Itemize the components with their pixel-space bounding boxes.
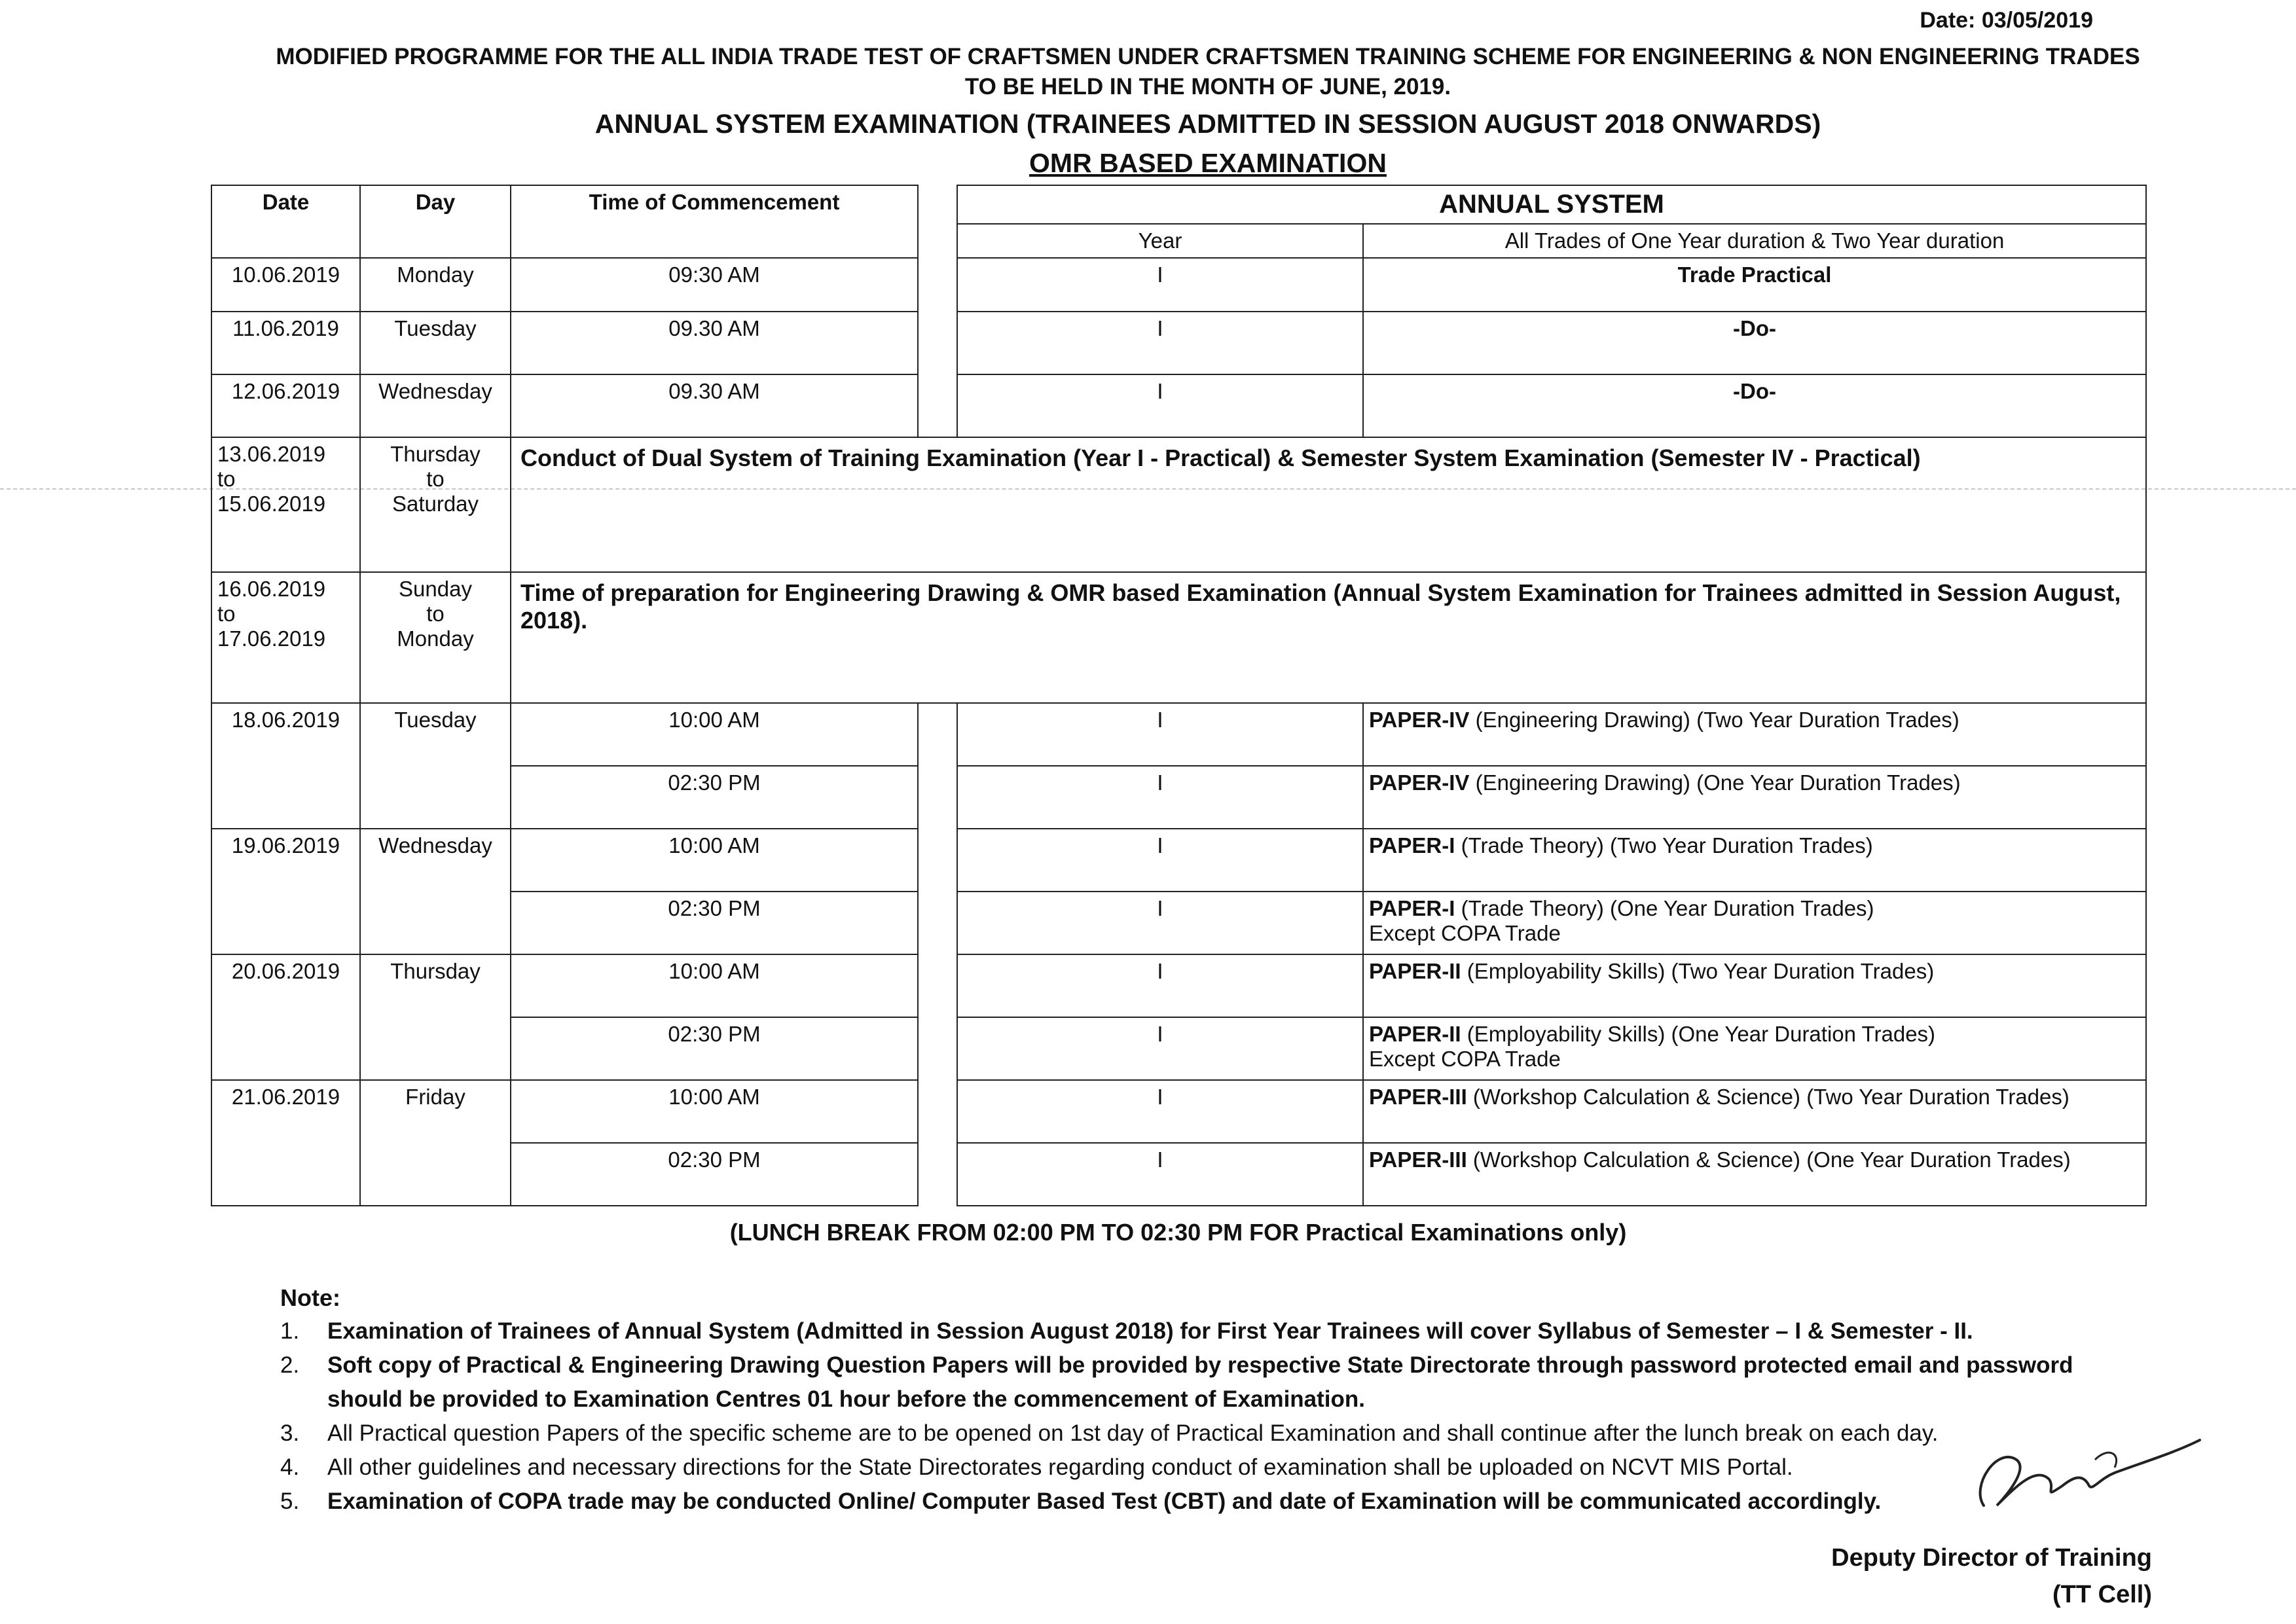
document-title-line2: TO BE HELD IN THE MONTH OF JUNE, 2019. <box>964 74 1451 99</box>
row-year: I <box>957 374 1363 437</box>
row-date: 11.06.2019 <box>211 312 360 374</box>
header-day: Day <box>360 185 511 258</box>
row-subject: -Do- <box>1363 312 2146 374</box>
row-time: 10:00 AM <box>511 1080 918 1143</box>
row-time: 09.30 AM <box>511 312 918 374</box>
notes-heading: Note: <box>280 1284 340 1311</box>
row-time: 02:30 PM <box>511 1017 918 1080</box>
header-annual-system: ANNUAL SYSTEM <box>957 185 2146 224</box>
signatory-cell: (TT Cell) <box>2052 1581 2152 1608</box>
note-text: Examination of Trainees of Annual System (Admitted in Session August 2018) for First Year Trainees will cover Syllabus of Semester – I & Semester - II. <box>327 1318 1973 1344</box>
signatory-title: Deputy Director of Training <box>1831 1544 2152 1572</box>
note-text: Examination of COPA trade may be conducted Online/ Computer Based Test (CBT) and date of Examination will be communicated accordingly. <box>327 1489 1882 1514</box>
note-number: 1. <box>280 1318 300 1344</box>
table-row <box>211 374 2146 437</box>
table-span-row <box>211 572 2146 703</box>
row-year: I <box>957 954 1363 1017</box>
row-year: I <box>957 829 1363 892</box>
table-row <box>211 258 2146 312</box>
row-paper: PAPER-I (Trade Theory) (One Year Duration Trades) Except COPA Trade <box>1363 892 2146 954</box>
row-paper: PAPER-III (Workshop Calculation & Science) (One Year Duration Trades) <box>1363 1143 2146 1206</box>
notes-list <box>280 1314 2087 1519</box>
row-year: I <box>957 1080 1363 1143</box>
header-year: Year <box>957 224 1363 258</box>
note-text: All Practical question Papers of the specific scheme are to be opened on 1st day of Practical Examination and shall continue after the lunch break on each day. <box>327 1420 1939 1446</box>
row-year: I <box>957 1143 1363 1206</box>
exam-schedule-table <box>211 185 2147 1206</box>
row-date: 18.06.2019 <box>211 703 360 829</box>
table-row <box>211 829 2146 892</box>
row-time: 09.30 AM <box>511 374 918 437</box>
header-time: Time of Commencement <box>511 185 918 258</box>
row-paper: PAPER-II (Employability Skills) (One Year Duration Trades) Except COPA Trade <box>1363 1017 2146 1080</box>
row-time: 09:30 AM <box>511 258 918 312</box>
lunch-break-note: (LUNCH BREAK FROM 02:00 PM TO 02:30 PM FOR Practical Examinations only) <box>729 1219 1627 1246</box>
span-date-range: 13.06.2019 to 15.06.2019 <box>211 437 360 572</box>
row-paper: PAPER-II (Employability Skills) (Two Year Duration Trades) <box>1363 954 2146 1017</box>
header-date: Date <box>211 185 360 258</box>
row-time: 10:00 AM <box>511 829 918 892</box>
row-day: Tuesday <box>360 312 511 374</box>
row-date: 19.06.2019 <box>211 829 360 954</box>
note-item <box>280 1348 2087 1416</box>
table-row <box>211 312 2146 374</box>
note-item <box>280 1485 2087 1519</box>
span-day-range: Thursday to Saturday <box>360 437 511 572</box>
table-span-row <box>211 437 2146 572</box>
document-date: Date: 03/05/2019 <box>1920 8 2093 33</box>
note-number: 2. <box>280 1352 300 1378</box>
row-year: I <box>957 312 1363 374</box>
note-item <box>280 1416 2087 1451</box>
span-date-range: 16.06.2019 to 17.06.2019 <box>211 572 360 703</box>
note-number: 4. <box>280 1454 300 1480</box>
table-row <box>211 954 2146 1017</box>
row-year: I <box>957 258 1363 312</box>
span-description: Conduct of Dual System of Training Examination (Year I - Practical) & Semester System Examination (Semester IV - Practical) <box>511 437 2146 572</box>
row-day: Thursday <box>360 954 511 1080</box>
note-text: All other guidelines and necessary directions for the State Directorates regarding conduct of examination shall be uploaded on NCVT MIS Portal. <box>327 1454 1793 1480</box>
row-time: 10:00 AM <box>511 954 918 1017</box>
row-time: 10:00 AM <box>511 703 918 766</box>
row-date: 10.06.2019 <box>211 258 360 312</box>
handwritten-signature <box>1958 1407 2206 1538</box>
span-description: Time of preparation for Engineering Drawing & OMR based Examination (Annual System Examination for Trainees admitted in Session August, 2018). <box>511 572 2146 703</box>
span-day-range: Sunday to Monday <box>360 572 511 703</box>
note-item <box>280 1314 2087 1348</box>
row-date: 20.06.2019 <box>211 954 360 1080</box>
row-year: I <box>957 892 1363 954</box>
note-number: 5. <box>280 1489 300 1514</box>
table-header-row <box>211 185 2146 224</box>
row-paper: PAPER-IV (Engineering Drawing) (Two Year Duration Trades) <box>1363 703 2146 766</box>
row-subject: Trade Practical <box>1363 258 2146 312</box>
table-row <box>211 703 2146 766</box>
row-year: I <box>957 1017 1363 1080</box>
row-paper: PAPER-I (Trade Theory) (Two Year Duration Trades) <box>1363 829 2146 892</box>
row-time: 02:30 PM <box>511 1143 918 1206</box>
row-date: 21.06.2019 <box>211 1080 360 1206</box>
header-trades: All Trades of One Year duration & Two Year duration <box>1363 224 2146 258</box>
row-paper: PAPER-III (Workshop Calculation & Science) (Two Year Duration Trades) <box>1363 1080 2146 1143</box>
row-day: Tuesday <box>360 703 511 829</box>
exam-mode-heading: OMR BASED EXAMINATION <box>1029 148 1387 178</box>
row-time: 02:30 PM <box>511 766 918 829</box>
row-date: 12.06.2019 <box>211 374 360 437</box>
note-text: Soft copy of Practical & Engineering Drawing Question Papers will be provided by respective State Directorate through password protected email and password should be provided to Examination Centres 01 hour before the commencement of Examination. <box>327 1352 2073 1412</box>
spacer-column <box>918 703 957 1206</box>
row-year: I <box>957 766 1363 829</box>
note-item <box>280 1451 2087 1485</box>
row-paper: PAPER-IV (Engineering Drawing) (One Year Duration Trades) <box>1363 766 2146 829</box>
row-day: Monday <box>360 258 511 312</box>
row-day: Friday <box>360 1080 511 1206</box>
document-subtitle: ANNUAL SYSTEM EXAMINATION (TRAINEES ADMITTED IN SESSION AUGUST 2018 ONWARDS) <box>594 109 1821 139</box>
row-subject: -Do- <box>1363 374 2146 437</box>
spacer-column <box>918 185 957 437</box>
table-row <box>211 1080 2146 1143</box>
row-time: 02:30 PM <box>511 892 918 954</box>
note-number: 3. <box>280 1420 300 1446</box>
document-title-line1: MODIFIED PROGRAMME FOR THE ALL INDIA TRADE TEST OF CRAFTSMEN UNDER CRAFTSMEN TRAINING SCHEME FOR ENGINEERING & NON ENGINEERING TRADES <box>276 44 2140 69</box>
signatory-block <box>1831 1540 2152 1613</box>
row-day: Wednesday <box>360 374 511 437</box>
row-year: I <box>957 703 1363 766</box>
row-day: Wednesday <box>360 829 511 954</box>
